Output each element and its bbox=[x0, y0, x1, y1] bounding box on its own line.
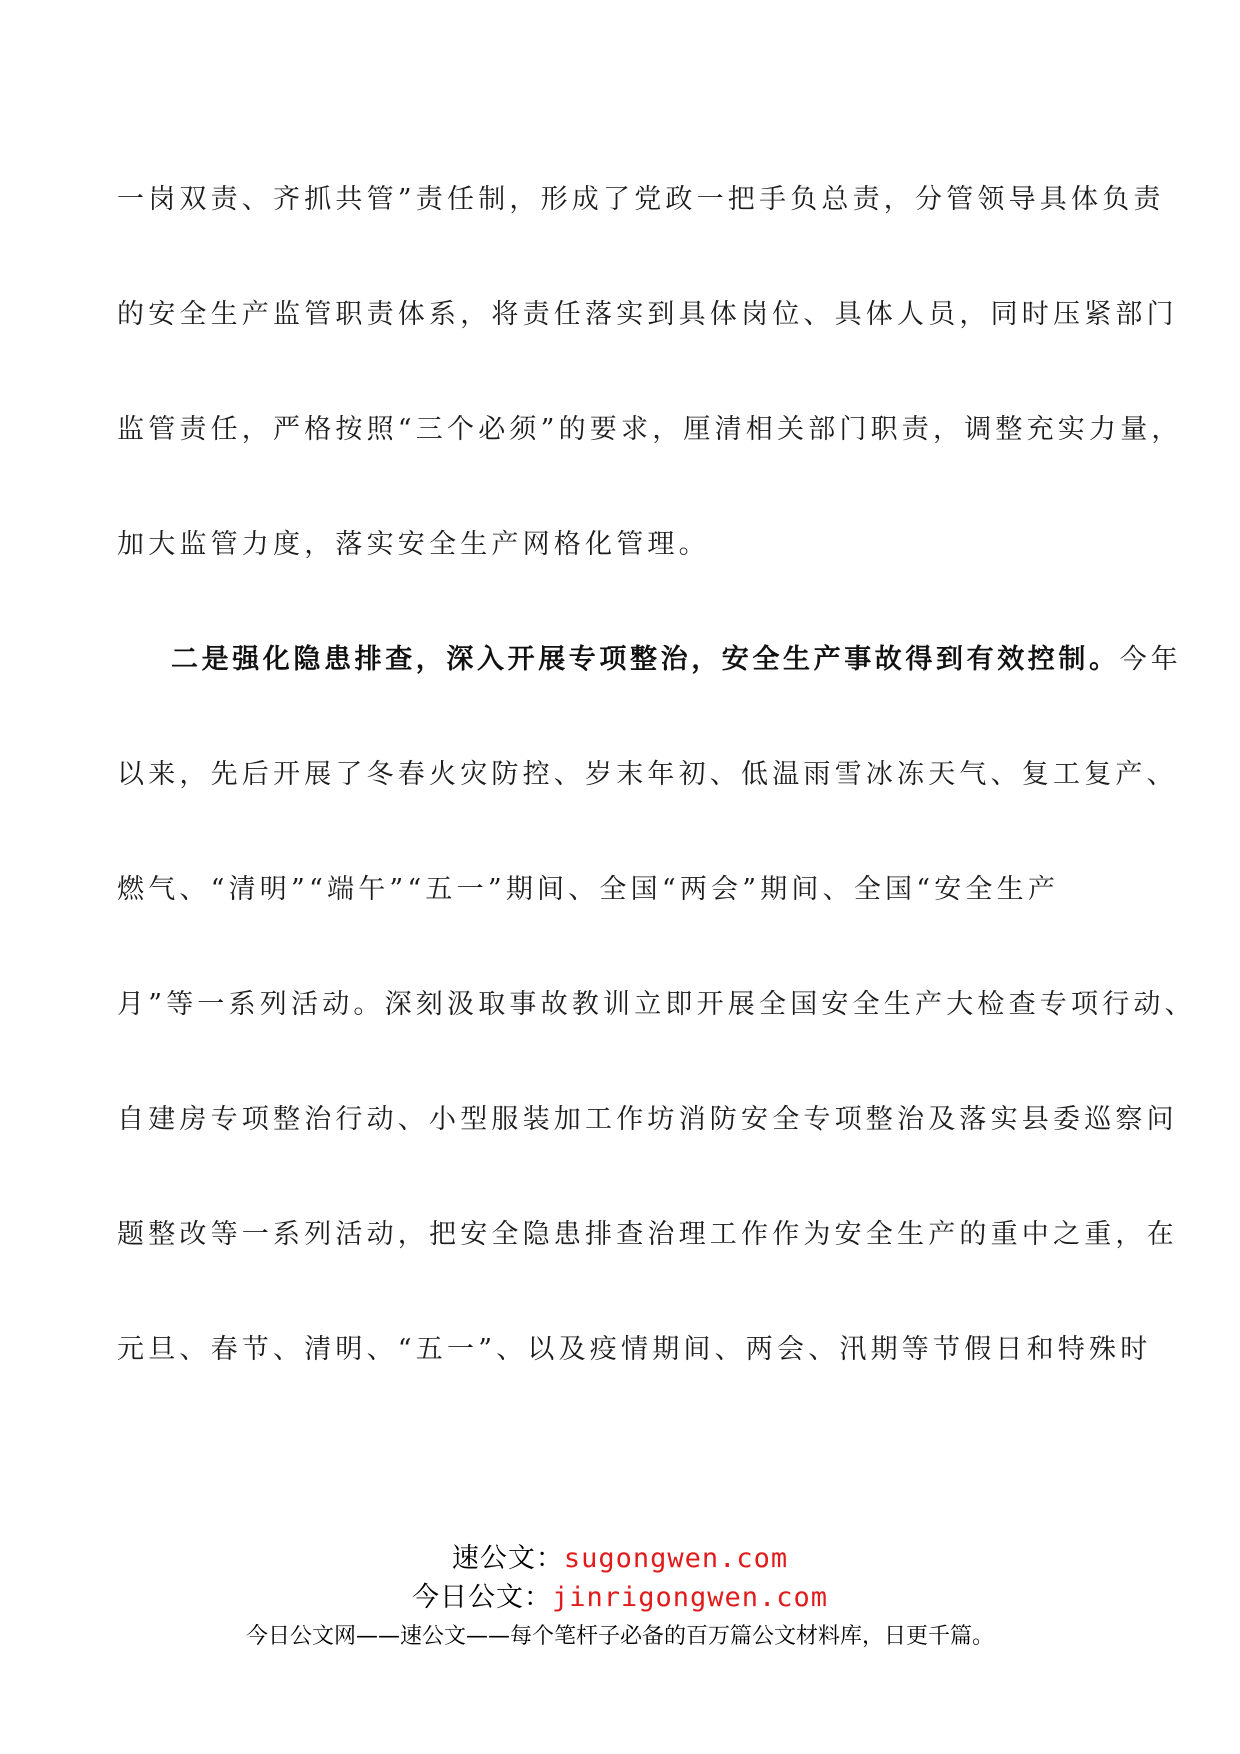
footer-label-1: 速公文： bbox=[451, 1543, 564, 1574]
body-line-9: 自建房专项整治行动、小型服装加工作坊消防安全专项整治及落实县委巡察问 bbox=[117, 1104, 1178, 1135]
body-line-10: 题整改等一系列活动，把安全隐患排查治理工作作为安全生产的重中之重，在 bbox=[117, 1219, 1178, 1250]
footer-slogan: 今日公文网——速公文——每个笔杆子必备的百万篇公文材料库，日更千篇。 bbox=[245, 1624, 994, 1649]
body-line-4: 加大监管力度，落实安全生产网格化管理。 bbox=[117, 529, 710, 560]
footer-url-sugongwen[interactable]: sugongwen.com bbox=[563, 1543, 789, 1574]
body-line-11: 元旦、春节、清明、“五一”、以及疫情期间、两会、汛期等节假日和特殊时 bbox=[117, 1334, 1152, 1365]
body-line-1: 一岗双责、齐抓共管”责任制，形成了党政一把手负总责，分管领导具体负责 bbox=[117, 184, 1165, 215]
paragraph-2-first-line bbox=[171, 640, 1201, 680]
footer-label-2: 今日公文： bbox=[411, 1582, 552, 1613]
paragraph-2-first-tail: 今年 bbox=[1119, 644, 1183, 675]
footer-line-2 bbox=[0, 1580, 1240, 1616]
footer-url-jinrigongwen[interactable]: jinrigongwen.com bbox=[551, 1582, 829, 1613]
footer-line-1 bbox=[0, 1541, 1240, 1577]
body-line-8: 月”等一系列活动。深刻汲取事故教训立即开展全国安全生产大检查专项行动、 bbox=[117, 989, 1196, 1020]
paragraph-2-heading: 二是强化隐患排查，深入开展专项整治，安全生产事故得到有效控制。 bbox=[171, 644, 1120, 675]
body-line-6: 以来，先后开展了冬春火灾防控、岁末年初、低温雨雪冰冻天气、复工复产、 bbox=[117, 759, 1178, 790]
body-line-3: 监管责任，严格按照“三个必须”的要求，厘清相关部门职责，调整充实力量， bbox=[117, 414, 1183, 445]
body-line-7: 燃气、“清明”“端午”“五一”期间、全国“两会”期间、全国“安全生产 bbox=[117, 874, 1060, 905]
body-line-2: 的安全生产监管职责体系，将责任落实到具体岗位、具体人员，同时压紧部门 bbox=[117, 299, 1178, 330]
